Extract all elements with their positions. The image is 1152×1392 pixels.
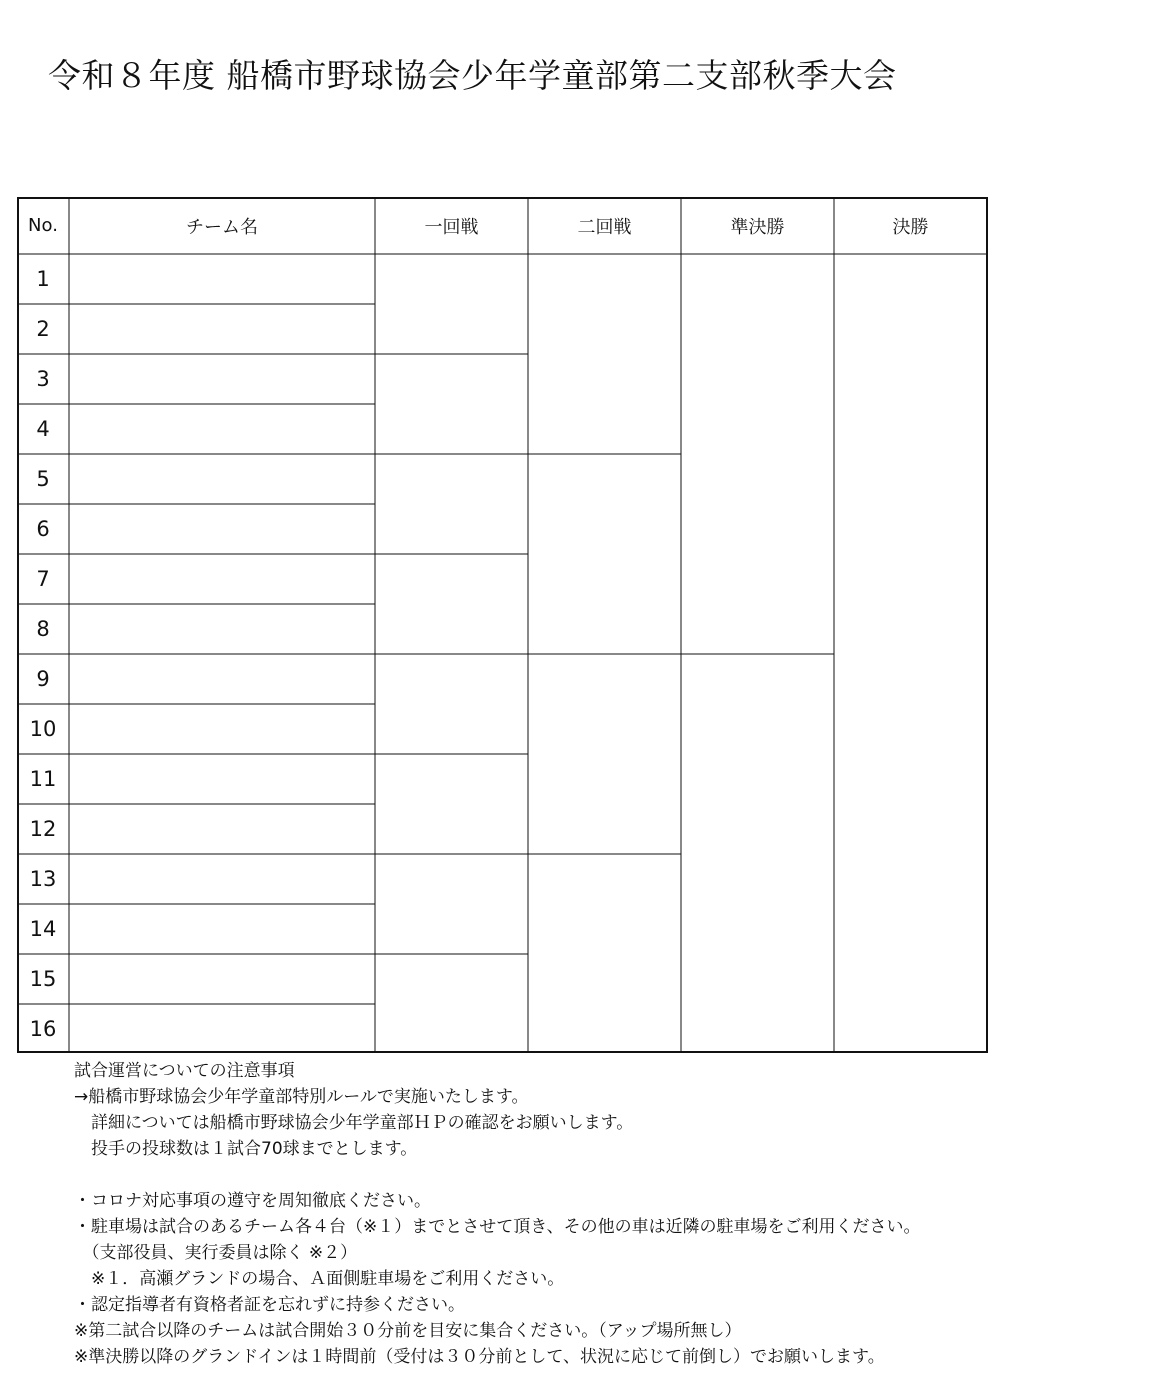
row-number: 7 bbox=[36, 567, 50, 591]
note-line: →船橋市野球協会少年学童部特別ルールで実施いたします。 bbox=[74, 1087, 529, 1107]
row-number: 9 bbox=[36, 667, 50, 691]
page-title: 令和８年度 船橋市野球協会少年学童部第二支部秋季大会 bbox=[48, 56, 897, 95]
note-line: ・駐車場は試合のあるチーム各４台（※１）までとさせて頂き、その他の車は近隣の駐車場をご利用ください。 bbox=[74, 1217, 921, 1237]
tournament-bracket-table bbox=[17, 197, 988, 1053]
column-header: チーム名 bbox=[186, 216, 258, 238]
bracket-grid bbox=[17, 197, 988, 1053]
note-line: ・コロナ対応事項の遵守を周知徹底ください。 bbox=[74, 1191, 431, 1211]
column-header: 二回戦 bbox=[577, 216, 632, 238]
column-header: 準決勝 bbox=[730, 216, 785, 238]
row-number: 16 bbox=[29, 1017, 57, 1041]
row-number: 3 bbox=[36, 367, 50, 391]
row-number: 2 bbox=[36, 317, 50, 341]
row-number: 8 bbox=[36, 617, 50, 641]
note-line: ※第二試合以降のチームは試合開始３０分前を目安に集合ください。（アップ場所無し） bbox=[74, 1321, 742, 1341]
row-number: 12 bbox=[29, 817, 57, 841]
row-number: 1 bbox=[36, 267, 50, 291]
row-number: 15 bbox=[29, 967, 57, 991]
note-line: 詳細については船橋市野球協会少年学童部ＨＰの確認をお願いします。 bbox=[74, 1113, 634, 1133]
row-number: 13 bbox=[29, 867, 57, 891]
row-number: 4 bbox=[36, 417, 50, 441]
row-number: 6 bbox=[36, 517, 50, 541]
column-header: No. bbox=[28, 215, 58, 236]
note-line: （支部役員、実行委員は除く ※２） bbox=[74, 1243, 358, 1263]
notes-heading: 試合運営についての注意事項 bbox=[74, 1061, 295, 1081]
note-spacer bbox=[74, 1162, 1134, 1188]
notes-section bbox=[74, 1058, 1134, 1370]
row-number: 14 bbox=[29, 917, 57, 941]
note-line: ・認定指導者有資格者証を忘れずに持参ください。 bbox=[74, 1295, 465, 1315]
table-border bbox=[18, 198, 987, 1052]
column-header: 一回戦 bbox=[424, 216, 479, 238]
row-number: 5 bbox=[36, 467, 50, 491]
row-number: 11 bbox=[29, 767, 57, 791]
column-header: 決勝 bbox=[892, 216, 929, 238]
note-line: ※１．高瀬グランドの場合、Ａ面側駐車場をご利用ください。 bbox=[74, 1269, 565, 1289]
note-line: ※準決勝以降のグランドインは１時間前（受付は３０分前として、状況に応じて前倒し）でお願いします。 bbox=[74, 1347, 885, 1367]
row-number: 10 bbox=[29, 717, 57, 741]
note-line: 投手の投球数は１試合70球までとします。 bbox=[74, 1139, 418, 1159]
